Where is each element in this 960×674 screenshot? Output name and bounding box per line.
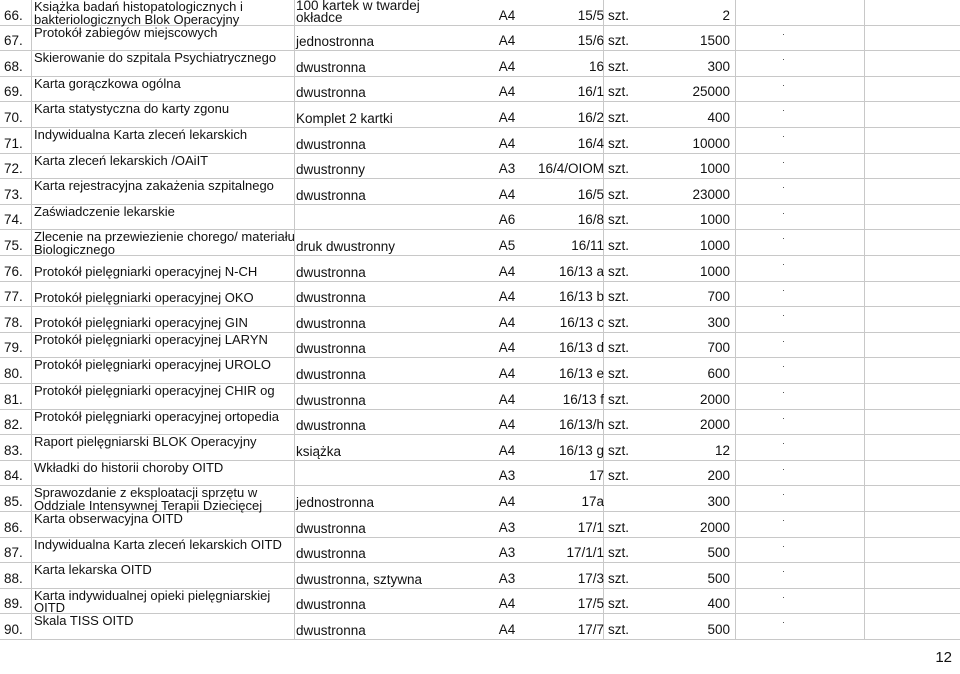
form-description: dwustronna	[296, 418, 366, 434]
form-name: Wkładki do historii choroby OITD	[34, 459, 224, 475]
table-row	[0, 0, 960, 26]
quantity: 400	[707, 110, 730, 126]
unit: szt.	[608, 84, 630, 100]
quantity: 300	[707, 494, 730, 510]
quantity: 600	[707, 366, 730, 382]
cell-mark	[783, 136, 784, 137]
cell-mark	[783, 469, 784, 470]
table-row	[0, 563, 960, 589]
quantity: 2000	[699, 417, 730, 433]
quantity: 700	[707, 340, 730, 356]
paper-format: A4	[498, 442, 516, 458]
form-name: Karta obserwacyjna OITD	[34, 511, 183, 526]
form-description: jednostronna	[296, 495, 375, 511]
form-code: 17/7	[577, 622, 604, 638]
row-number: 70.	[4, 110, 23, 126]
quantity: 1000	[699, 212, 730, 228]
form-description: druk dwustronny	[296, 239, 396, 255]
paper-format: A3	[498, 545, 516, 561]
form-description: 100 kartek w twardej okładce	[296, 0, 420, 25]
form-code: 16/5	[577, 186, 604, 202]
row-number: 79.	[4, 340, 23, 356]
form-name: Karta gorączkowa ogólna	[34, 75, 181, 91]
paper-format: A4	[498, 135, 516, 151]
cell-mark	[783, 597, 784, 598]
table-row	[0, 589, 960, 615]
paper-format: A4	[498, 33, 516, 49]
form-name: Indywidualna Karta zleceń lekarskich	[34, 127, 248, 142]
paper-format: A4	[498, 494, 516, 510]
quantity: 25000	[692, 84, 730, 100]
quantity: 1500	[699, 33, 730, 49]
quantity: 500	[707, 622, 730, 638]
quantity: 200	[707, 468, 730, 484]
unit: szt.	[608, 366, 630, 382]
cell-mark	[783, 110, 784, 111]
form-code: 16	[588, 58, 604, 74]
unit: szt.	[608, 186, 630, 202]
row-number: 71.	[4, 135, 23, 151]
row-number: 75.	[4, 238, 23, 254]
quantity: 500	[707, 570, 730, 586]
paper-format: A4	[498, 391, 516, 407]
form-name: Skierowanie do szpitala Psychiatrycznego	[34, 50, 277, 66]
form-code: 16/13/h	[558, 417, 604, 433]
table-row	[0, 282, 960, 308]
cell-mark	[783, 290, 784, 291]
quantity: 2	[722, 7, 730, 23]
form-name: Protokół pielęgniarki operacyjnej OKO	[34, 289, 254, 305]
form-name: Książka badań histopatologicznych i bakteriologicznych Blok Operacyjny	[34, 0, 243, 27]
row-number: 78.	[4, 314, 23, 330]
quantity: 400	[707, 596, 730, 612]
cell-mark	[783, 238, 784, 239]
unit: szt.	[608, 135, 630, 151]
form-code: 16/13 b	[558, 289, 604, 305]
unit: szt.	[608, 58, 630, 74]
form-name: Karta rejestracyjna zakażenia szpitalnego	[34, 178, 274, 194]
unit: szt.	[608, 161, 630, 177]
form-description: dwustronna	[296, 520, 366, 536]
paper-format: A4	[498, 340, 516, 356]
unit: szt.	[608, 417, 630, 433]
table-row	[0, 26, 960, 52]
table-row	[0, 51, 960, 77]
table-row	[0, 384, 960, 410]
row-number: 73.	[4, 186, 23, 202]
row-number: 72.	[4, 161, 23, 177]
quantity: 10000	[692, 135, 730, 151]
form-description: dwustronna	[296, 341, 366, 357]
form-description: dwustronny	[296, 162, 366, 178]
row-number: 88.	[4, 570, 23, 586]
form-code: 17/1/1	[566, 545, 604, 561]
form-code: 16/13 d	[558, 340, 604, 356]
table-row	[0, 230, 960, 256]
form-description: dwustronna	[296, 59, 366, 75]
form-name: Protokół pielęgniarki operacyjnej GIN	[34, 315, 248, 331]
row-number: 82.	[4, 417, 23, 433]
quantity: 300	[707, 58, 730, 74]
row-number: 77.	[4, 289, 23, 305]
form-name: Zlecenie na przewiezienie chorego/ materiału Biologicznego	[34, 229, 295, 257]
quantity: 12	[714, 442, 730, 458]
table-row	[0, 614, 960, 640]
table-row	[0, 77, 960, 103]
table-row	[0, 333, 960, 359]
unit: szt.	[608, 289, 630, 305]
quantity: 1000	[699, 238, 730, 254]
paper-format: A4	[498, 84, 516, 100]
form-code: 16/8	[577, 212, 604, 228]
form-code: 17	[588, 468, 604, 484]
quantity: 500	[707, 545, 730, 561]
form-code: 15/6	[577, 33, 604, 49]
form-code: 16/11	[571, 238, 604, 254]
row-number: 74.	[4, 212, 23, 228]
unit: szt.	[608, 33, 630, 49]
row-number: 76.	[4, 263, 23, 279]
form-description: książka	[296, 443, 342, 459]
unit: szt.	[608, 622, 630, 638]
paper-format: A4	[498, 417, 516, 433]
table-row	[0, 461, 960, 487]
quantity: 23000	[692, 186, 730, 202]
unit: szt.	[608, 340, 630, 356]
form-description: dwustronna	[296, 136, 366, 152]
form-name: Karta lekarska OITD	[34, 562, 152, 578]
paper-format: A4	[498, 186, 516, 202]
cell-mark	[783, 366, 784, 367]
quantity: 700	[707, 289, 730, 305]
row-number: 85.	[4, 494, 23, 510]
form-name: Protokół zabiegów miejscowych	[34, 24, 218, 40]
row-number: 83.	[4, 442, 23, 458]
paper-format: A3	[498, 161, 516, 177]
row-number: 80.	[4, 366, 23, 382]
form-description: Komplet 2 kartki	[296, 111, 393, 127]
unit: szt.	[608, 570, 630, 586]
cell-mark	[783, 546, 784, 547]
quantity: 2000	[699, 391, 730, 407]
form-code: 16/1	[577, 84, 604, 100]
cell-mark	[783, 315, 784, 316]
unit: szt.	[608, 442, 630, 458]
form-description: dwustronna	[296, 546, 366, 562]
form-code: 16/13 e	[558, 366, 604, 382]
form-description: dwustronna	[296, 597, 366, 613]
form-name: Sprawozdanie z eksploatacji sprzętu w Oddziale Intensywnej Terapii Dziecięcej	[34, 485, 263, 513]
unit: szt.	[608, 110, 630, 126]
paper-format: A4	[498, 622, 516, 638]
form-description: dwustronna	[296, 290, 366, 306]
paper-format: A3	[498, 570, 516, 586]
quantity: 1000	[699, 263, 730, 279]
form-description: dwustronna	[296, 392, 366, 408]
form-description: dwustronna	[296, 85, 366, 101]
row-number: 68.	[4, 58, 23, 74]
form-name: Protokół pielęgniarki operacyjnej LARYN	[34, 331, 268, 347]
table-row	[0, 307, 960, 333]
form-code: 16/13 f	[562, 391, 604, 407]
cell-mark	[783, 264, 784, 265]
row-number: 67.	[4, 33, 23, 49]
unit: szt.	[608, 519, 630, 535]
cell-mark	[783, 162, 784, 163]
form-code: 17/1	[577, 519, 604, 535]
cell-mark	[783, 622, 784, 623]
paper-format: A4	[498, 366, 516, 382]
form-name: Skala TISS OITD	[34, 613, 134, 629]
form-description: dwustronna	[296, 264, 366, 280]
row-number: 86.	[4, 519, 23, 535]
paper-format: A5	[498, 238, 516, 254]
row-number: 81.	[4, 391, 23, 407]
table-row	[0, 128, 960, 154]
form-name: Protokół pielęgniarki operacyjnej CHIR og	[34, 383, 275, 398]
cell-mark	[783, 392, 784, 393]
cell-mark	[783, 341, 784, 342]
form-name: Karta indywidualnej opieki pielęgniarskiej OITD	[34, 587, 271, 616]
form-description: dwustronna	[296, 187, 366, 203]
table-row	[0, 358, 960, 384]
cell-mark	[783, 213, 784, 214]
unit: szt.	[608, 7, 630, 23]
cell-mark	[783, 418, 784, 419]
form-name: Karta statystyczna do karty zgonu	[34, 101, 230, 117]
row-number: 89.	[4, 596, 23, 612]
form-description: dwustronna	[296, 315, 366, 331]
paper-format: A3	[498, 468, 516, 484]
unit: szt.	[608, 212, 630, 228]
unit: szt.	[608, 314, 630, 330]
cell-mark	[783, 520, 784, 521]
unit: szt.	[608, 545, 630, 561]
table-row	[0, 102, 960, 128]
paper-format: A6	[498, 212, 516, 228]
form-name: Zaświadczenie lekarskie	[34, 203, 175, 219]
form-name: Karta zleceń lekarskich /OAiIT	[34, 152, 209, 168]
paper-format: A4	[498, 263, 516, 279]
table-row	[0, 486, 960, 512]
form-code: 16/4	[577, 135, 604, 151]
form-name: Protokół pielęgniarki operacyjnej ortopedia	[34, 408, 279, 424]
paper-format: A4	[498, 289, 516, 305]
table-row	[0, 435, 960, 461]
quantity: 2000	[699, 519, 730, 535]
row-number: 90.	[4, 622, 23, 638]
form-description: dwustronna	[296, 623, 366, 639]
form-name: Indywidualna Karta zleceń lekarskich OITD	[34, 536, 282, 552]
unit: szt.	[608, 263, 630, 279]
unit: szt.	[608, 238, 630, 254]
form-description: jednostronna	[296, 34, 375, 50]
row-number: 84.	[4, 468, 23, 484]
form-code: 16/4/OIOM	[537, 161, 604, 177]
form-description: dwustronna	[296, 367, 366, 383]
row-number: 66.	[4, 7, 23, 23]
cell-mark	[783, 443, 784, 444]
form-code: 16/13 a	[558, 263, 604, 279]
cell-mark	[783, 187, 784, 188]
table-row	[0, 179, 960, 205]
form-name: Protokół pielęgniarki operacyjnej UROLO	[34, 357, 272, 373]
quantity: 300	[707, 314, 730, 330]
unit: szt.	[608, 391, 630, 407]
unit: szt.	[608, 468, 630, 484]
form-code: 17/3	[577, 570, 604, 586]
row-number: 69.	[4, 84, 23, 100]
form-name: Protokół pielęgniarki operacyjnej N-CH	[34, 264, 258, 280]
cell-mark	[783, 85, 784, 86]
table-row	[0, 512, 960, 538]
cell-mark	[783, 34, 784, 35]
paper-format: A4	[498, 58, 516, 74]
cell-mark	[783, 571, 784, 572]
form-code: 16/13 c	[559, 314, 604, 330]
table-row	[0, 256, 960, 282]
form-code: 17a	[581, 494, 604, 510]
table-row	[0, 410, 960, 436]
paper-format: A3	[498, 519, 516, 535]
paper-format: A4	[498, 110, 516, 126]
table-row	[0, 154, 960, 180]
form-description: dwustronna, sztywna	[296, 571, 423, 587]
cell-mark	[783, 494, 784, 495]
cell-mark	[783, 59, 784, 60]
form-code: 17/5	[577, 596, 604, 612]
page-number: 12	[935, 649, 952, 666]
quantity: 1000	[699, 161, 730, 177]
paper-format: A4	[498, 596, 516, 612]
form-name: Raport pielęgniarski BLOK Operacyjny	[34, 434, 257, 450]
form-code: 16/13 g	[558, 442, 604, 458]
form-code: 15/5	[577, 7, 604, 23]
row-number: 87.	[4, 545, 23, 561]
paper-format: A4	[498, 7, 516, 23]
table-row	[0, 538, 960, 564]
unit: szt.	[608, 596, 630, 612]
form-code: 16/2	[577, 110, 604, 126]
table-row	[0, 205, 960, 231]
paper-format: A4	[498, 314, 516, 330]
